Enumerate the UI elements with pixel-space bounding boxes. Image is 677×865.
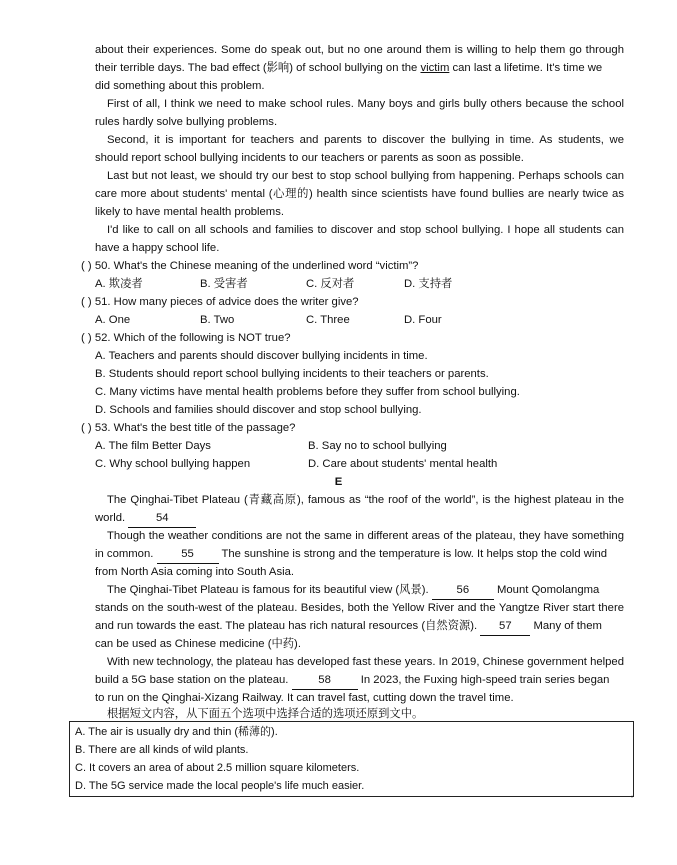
question-text: 51. How many pieces of advice does the writer give?	[94, 296, 359, 308]
passage-line: have a happy school life.	[95, 242, 220, 254]
passage-line: First of all, I think we need to make school rules. Many boys and girls bully others because the school	[107, 98, 624, 110]
choice-c: C. It covers an area of about 2.5 million square kilometers.	[75, 762, 360, 774]
question-53	[81, 419, 295, 437]
answer-paren[interactable]: ( )	[81, 260, 92, 272]
choice-d: D. The 5G service made the local people's life much easier.	[75, 780, 365, 792]
passage-text: The Qinghai-Tibet Plateau is famous for its beautiful view (风景).	[107, 584, 429, 596]
option-b: B. Students should report school bullying incidents to their teachers or parents.	[95, 368, 489, 380]
passage-line-victim	[95, 59, 624, 77]
section-heading: E	[334, 476, 343, 488]
question-52	[81, 329, 291, 347]
option-d: D. Care about students' mental health	[308, 458, 498, 470]
option-a: A. Teachers and parents should discover bullying incidents in time.	[95, 350, 428, 362]
question-text: 52. Which of the following is NOT true?	[94, 332, 291, 344]
option-d: D. Four	[404, 314, 442, 326]
passage-line: should report school bullying incidents to our teachers or parents as soon as possible.	[95, 152, 524, 164]
passage-line	[95, 545, 624, 564]
option-d: D. 支持者	[404, 278, 453, 290]
passage-line: The Qinghai-Tibet Plateau (青藏高原), famous as “the roof of the world”, is the highest plateau in the	[107, 494, 624, 506]
passage-text: Mount Qomolangma	[496, 584, 600, 596]
passage-line: stands on the south-west of the plateau. Besides, both the Yellow River and the Yangtze River start there	[95, 602, 624, 614]
option-a: A. The film Better Days	[95, 440, 211, 452]
passage-text: Many of them	[533, 620, 602, 632]
passage-line: Last but not least, we should try our best to stop school bullying from happening. Perhaps schools can	[107, 170, 624, 182]
passage-line: to run on the Qinghai-Xizang Railway. It can travel fast, cutting down the travel time.	[95, 692, 514, 704]
blank-55[interactable]: 55	[157, 545, 219, 564]
choices-box	[69, 721, 634, 797]
blank-57[interactable]: 57	[480, 617, 530, 636]
passage-line: With new technology, the plateau has developed fast these years. In 2019, Chinese government helped	[107, 656, 624, 668]
passage-text: can last a lifetime. It's time we	[452, 62, 603, 74]
blank-58[interactable]: 58	[292, 671, 358, 690]
instruction-line: 根据短文内容，从下面五个选项中选择合适的选项还原到文中。	[107, 708, 424, 720]
option-d: D. Schools and families should discover and stop school bullying.	[95, 404, 422, 416]
underlined-word: victim	[420, 62, 450, 74]
answer-paren[interactable]: ( )	[81, 332, 92, 344]
choice-b: B. There are all kinds of wild plants.	[75, 744, 249, 756]
option-b: B. 受害者	[200, 278, 248, 290]
passage-line: did something about this problem.	[95, 80, 265, 92]
corner-mark: ‘	[631, 794, 633, 804]
passage-text: and run towards the east. The plateau has rich natural resources (自然资源).	[95, 620, 478, 632]
answer-paren[interactable]: ( )	[81, 422, 92, 434]
option-c: C. Three	[306, 314, 350, 326]
passage-text: their terrible days. The bad effect (影响) of school bullying on the	[95, 62, 418, 74]
passage-text: world.	[95, 512, 126, 524]
blank-54[interactable]: 54	[128, 509, 196, 528]
passage-line	[107, 581, 624, 600]
passage-line: care more about students' mental (心理的) health since scientists have found bullies are nearly twice as	[95, 188, 624, 200]
passage-text: in common.	[95, 548, 154, 560]
passage-text: build a 5G base station on the plateau.	[95, 674, 289, 686]
option-b: B. Say no to school bullying	[308, 440, 447, 452]
option-b: B. Two	[200, 314, 235, 326]
answer-paren[interactable]: ( )	[81, 296, 92, 308]
choice-a: A. The air is usually dry and thin (稀薄的).	[75, 726, 278, 738]
option-c: C. 反对者	[306, 278, 355, 290]
passage-line: Though the weather conditions are not the same in different areas of the plateau, they have something	[107, 530, 624, 542]
passage-line: from North Asia coming into South Asia.	[95, 566, 295, 578]
passage-line: rules hardly solve bullying problems.	[95, 116, 278, 128]
option-a: A. 欺凌者	[95, 278, 143, 290]
option-a: A. One	[95, 314, 131, 326]
question-50	[81, 257, 418, 275]
passage-text: The sunshine is strong and the temperature is low. It helps stop the cold wind	[221, 548, 608, 560]
passage-line: about their experiences. Some do speak out, but no one around them is willing to help them go through	[95, 44, 624, 56]
option-c: C. Why school bullying happen	[95, 458, 251, 470]
passage-line	[95, 671, 624, 690]
option-c: C. Many victims have mental health problems before they suffer from school bullying.	[95, 386, 520, 398]
passage-line: can be used as Chinese medicine (中药).	[95, 638, 301, 650]
passage-line	[95, 617, 624, 636]
passage-line: Second, it is important for teachers and parents to discover the bullying in time. As students, we	[107, 134, 624, 146]
question-51	[81, 293, 359, 311]
question-text: 53. What's the best title of the passage?	[94, 422, 296, 434]
passage-text: In 2023, the Fuxing high-speed train series began	[360, 674, 610, 686]
blank-56[interactable]: 56	[432, 581, 494, 600]
passage-line	[95, 509, 624, 528]
question-text: 50. What's the Chinese meaning of the underlined word “victim”?	[94, 260, 419, 272]
passage-line: I'd like to call on all schools and families to discover and stop school bullying. I hope all students can	[107, 224, 624, 236]
passage-line: likely to have mental health problems.	[95, 206, 285, 218]
